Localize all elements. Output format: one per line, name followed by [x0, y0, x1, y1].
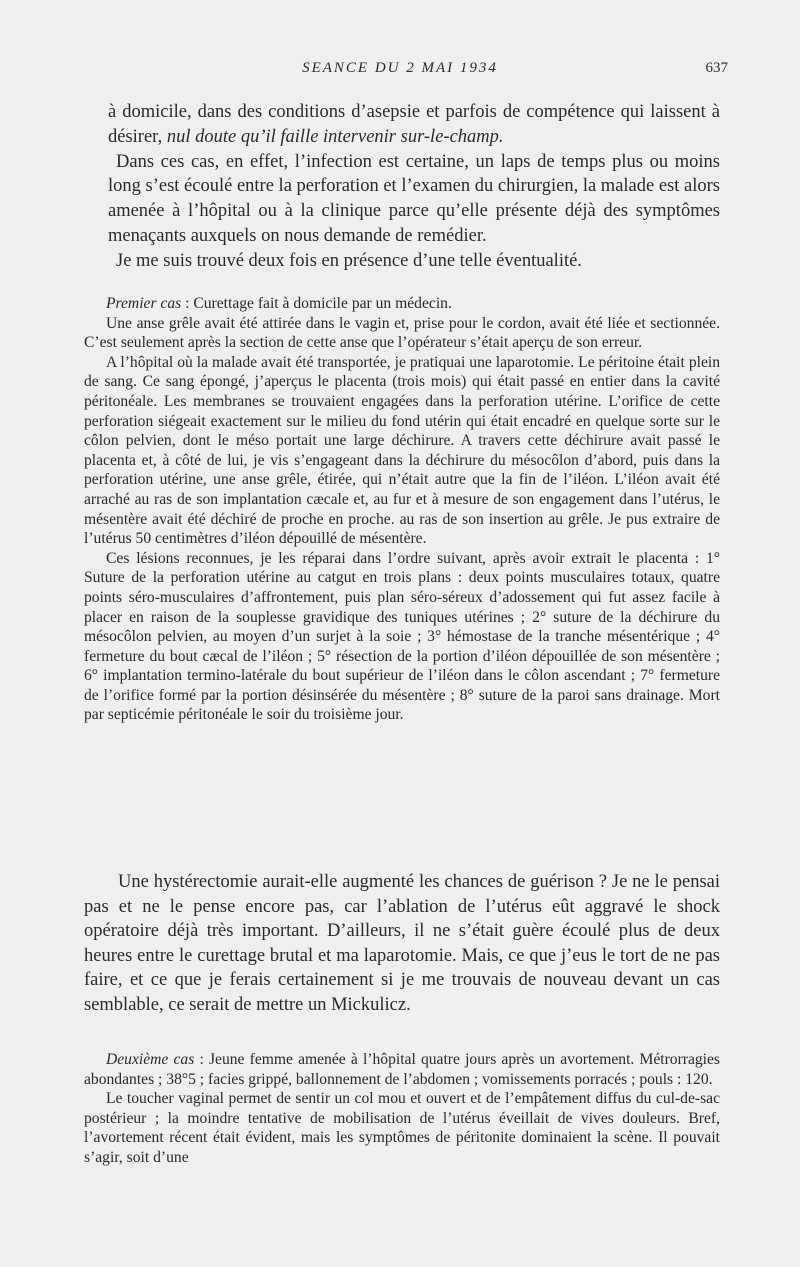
- case-1-label: Premier cas: [106, 295, 182, 312]
- case-2-section: [84, 1050, 720, 1168]
- case-1-paragraph-3: A l’hôpital où la malade avait été transportée, je pratiquai une laparotomie. Le péritoine était plein de sang. Ce sang épongé, j’aperçus le placenta (trois mois) qui était passé en entier dans la cavité péritonéale. Les membranes se trouvaient engagées dans la perforation utérine. L’orifice de cette perforation siégeait exactement sur le milieu du fond utérin qui était encadré en quelque sorte sur le côlon pelvien, dont le méso portait une large déchirure. A travers cette déchirure avait passé le placenta et, à côté de lui, je vis s’engageant dans la déchirure du mésocôlon d’abord, puis dans la perforation utérine, une anse grêle, étirée, qui n’était autre que la fin de l’iléon. L’iléon avait été arraché au ras de son implantation cæcale et, au fur et à mesure de son engagement dans l’utérus, le mésentère avait été déchiré de proche en proche. au ras de son insertion au grêle. Je pus extraire de l’utérus 50 centimètres d’iléon dépouillé de mésentère.: [84, 353, 720, 548]
- case-1-paragraph-4: Ces lésions reconnues, je les réparai dans l’ordre suivant, après avoir extrait le placenta : 1° Suture de la perforation utérine au catgut en trois plans : deux points musculaires totaux, quatre points séro-musculaires d’affrontement, puis plan séro-séreux d’adossement qui fut assez facile à placer en raison de la souplesse gravidique des tuniques utérines ; 2° suture de la déchirure du mésocôlon pelvien, au moyen d’un surjet à la soie ; 3° hémostase de la tranche mésentérique ; 4° fermeture du bout cæcal de l’iléon ; 5° résection de la portion d’iléon dépouillée de son mésentère ; 6° implantation termino-latérale du bout supérieur de l’iléon dans le côlon ascendant ; 7° fermeture de l’orifice formé par la portion désinsérée du mésentère ; 8° suture de la paroi sans drainage. Mort par septicémie péritonéale le soir du troisième jour.: [84, 549, 720, 724]
- page-number: 637: [705, 60, 728, 76]
- page-header: [0, 60, 800, 84]
- case-2-paragraph-2: Le toucher vaginal permet de sentir un col mou et ouvert et de l’empâtement diffus du cul-de-sac postérieur ; la moindre tentative de mobilisation de l’utérus éveillait de vives douleurs. Bref, l’avortement récent était évident, mais les symptômes de péritonite dominaient la scène. Il pouvait s’agir, soit d’une: [84, 1090, 720, 1166]
- intro-paragraph-2: Dans ces cas, en effet, l’infection est certaine, un laps de temps plus ou moins long s’est écoulé entre la perforation et l’examen du chirurgien, la malade est alors amenée à l’hôpital ou à la clinique parce qu’elle présente déjà des symptômes menaçants auxquels on nous demande de remédier.: [108, 151, 720, 246]
- case-2-intro-text: : Jeune femme amenée à l’hôpital quatre jours après un avortement. Métrorragies abondantes ; 38°5 ; facies grippé, ballonnement de l’abdomen ; vomissements porracés ; pouls : 120.: [84, 1051, 720, 1088]
- discussion-paragraph: Une hystérectomie aurait-elle augmenté les chances de guérison ? Je ne le pensai pas et ne le pense encore pas, car l’ablation de l’utérus eût aggravé le shock opératoire déjà très important. D’ailleurs, il ne s’était guère écoulé plus de deux heures entre le curettage brutal et ma laparotomie. Mais, ce que j’eus le tort de ne pas faire, et ce que je ferais certainement si je me trouvais de nouveau devant un cas semblable, ce serait de mettre un Mickulicz.: [84, 872, 720, 1015]
- case-2-label: Deuxième cas: [106, 1051, 195, 1068]
- case-1-paragraph-2: Une anse grêle avait été attirée dans le vagin et, prise pour le cordon, avait été liée et sectionnée. C’est seulement après la section de cette anse que l’opérateur s’était aperçu de son erreur.: [84, 314, 720, 352]
- running-title: SEANCE DU 2 MAI 1934: [302, 60, 498, 76]
- case-1-section: [84, 294, 720, 725]
- case-2-paragraph-1: [84, 1050, 720, 1089]
- intro-italic-text: nul doute qu’il faille intervenir sur-le-champ.: [166, 126, 504, 147]
- case-1-intro-text: : Curettage fait à domicile par un médecin.: [181, 295, 452, 312]
- intro-section: [108, 100, 720, 274]
- case-1-paragraph-1: [84, 294, 720, 314]
- intro-text: à domicile, dans des conditions d’asepsie et parfois de compétence qui laissent à désirer,: [108, 102, 720, 147]
- intro-paragraph-1: [108, 100, 720, 150]
- intro-paragraph-3: Je me suis trouvé deux fois en présence d’une telle éventualité.: [116, 250, 582, 271]
